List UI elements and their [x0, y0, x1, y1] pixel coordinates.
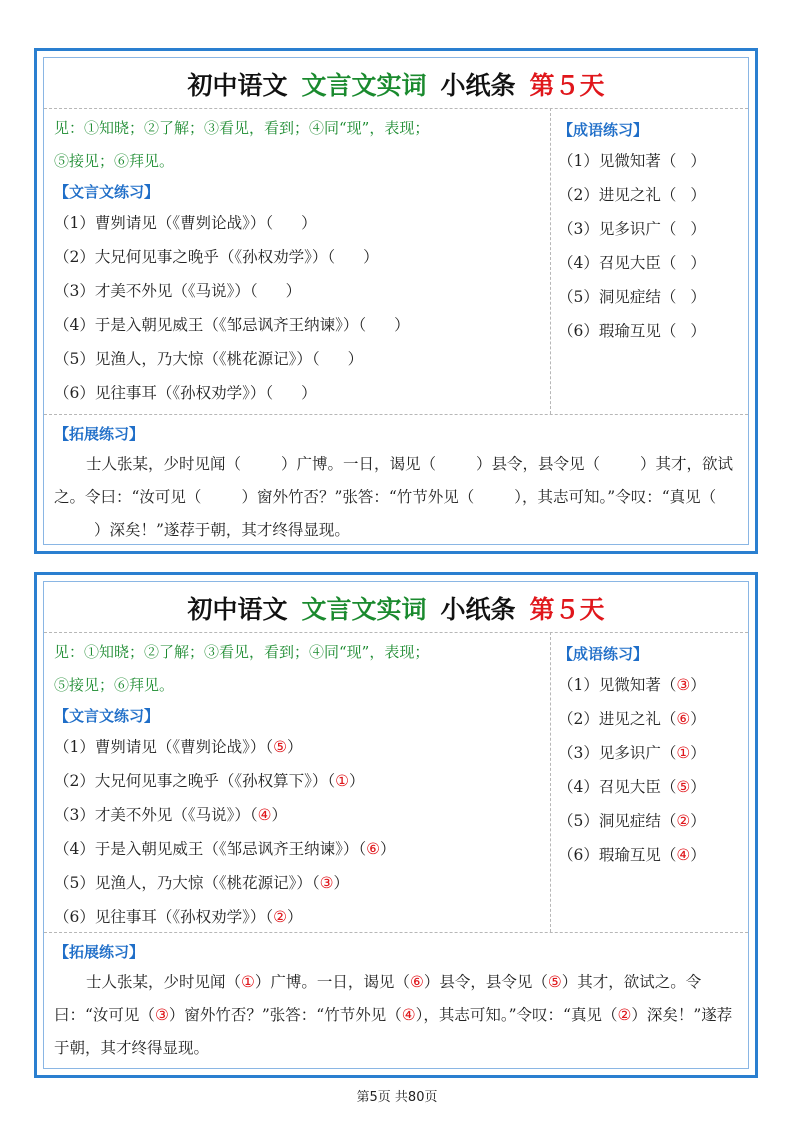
item-text: （4）于是入朝见威王（《邹忌讽齐王纳谏》）（: [54, 840, 367, 858]
extension-paragraph: [54, 966, 738, 1065]
divider: [44, 632, 748, 633]
page-footer: 第5页 共80页: [356, 1090, 438, 1105]
section-heading: 【拓展练习】: [54, 943, 145, 961]
idiom-item: [558, 804, 748, 838]
classical-item: [54, 240, 544, 274]
item-close: ）: [690, 778, 706, 796]
extension-text: ）其才，欲试之。令曰：“汝可见（: [54, 973, 702, 1024]
card-title: [44, 586, 748, 630]
classical-list: [54, 206, 544, 410]
classical-item: [54, 308, 544, 342]
item-text: （5）见渔人，乃大惊（《桃花源记》）（: [54, 874, 320, 892]
idiom-item: [558, 702, 748, 736]
item-text: （5）洞见症结（: [558, 288, 677, 306]
title-day: 第５天: [529, 71, 605, 100]
section-heading: 【成语练习】: [558, 645, 649, 663]
extension-text: ）深矣！”遂荐于朝，其才终得显现。: [54, 1006, 733, 1057]
definition-line: 见：①知晓；②了解；③看见，看到；④同“现”，表现；: [54, 643, 430, 661]
answer-slot: ③: [319, 874, 334, 892]
answer-slot: ⑥: [676, 710, 691, 728]
extension-paragraph: [54, 448, 738, 547]
classical-item: [54, 730, 544, 764]
idiom-item: [558, 314, 748, 348]
classical-item: [54, 206, 544, 240]
worksheet-card-answers: [34, 572, 758, 1078]
answer-slot: ③: [676, 676, 691, 694]
answer-slot: ⑥: [409, 973, 424, 991]
answer-slot: ④: [401, 1006, 416, 1024]
item-text: （2）大兄何见事之晚乎（《孙权算下》）（: [54, 772, 336, 790]
item-text: （4）召见大臣（: [558, 778, 677, 796]
item-text: （5）见渔人，乃大惊（《桃花源记》）（: [54, 350, 320, 368]
answer-slot: ⑥: [366, 840, 381, 858]
item-close: ）: [287, 738, 303, 756]
section-heading: 【成语练习】: [558, 121, 649, 139]
title-note: 小纸条: [440, 71, 516, 100]
item-text: （3）见多识广（: [558, 744, 677, 762]
item-close: ）: [690, 186, 706, 204]
idiom-list: [558, 668, 748, 872]
item-close: ）: [363, 248, 379, 266]
definition-line: ⑤接见；⑥拜见。: [54, 676, 175, 694]
item-text: （5）洞见症结（: [558, 812, 677, 830]
classical-list: [54, 730, 544, 934]
divider: [550, 108, 551, 414]
extension-text: ）县令，县令见（: [423, 973, 548, 991]
title-topic: 文言文实词: [301, 71, 427, 100]
section-heading: 【文言文练习】: [54, 707, 160, 725]
item-close: ）: [690, 254, 706, 272]
item-text: （1）曹刿请见（《曹刿论战》）（: [54, 214, 274, 232]
classical-item: [54, 764, 544, 798]
item-text: （1）见微知著（: [558, 152, 677, 170]
extension-text: ）广博。一日，谒见（: [281, 455, 437, 473]
extension-text: ）广博。一日，谒见（: [254, 973, 410, 991]
idiom-item: [558, 178, 748, 212]
item-close: ）: [287, 908, 303, 926]
item-close: ）: [690, 220, 706, 238]
classical-item: [54, 832, 544, 866]
item-close: ）: [690, 846, 706, 864]
item-text: （1）曹刿请见（《曹刿论战》）（: [54, 738, 274, 756]
classical-item: [54, 900, 544, 934]
item-close: ）: [301, 384, 317, 402]
card-title: [44, 62, 748, 106]
classical-item: [54, 376, 544, 410]
answer-slot: ④: [676, 846, 691, 864]
item-close: ）: [349, 772, 365, 790]
item-close: ）: [690, 288, 706, 306]
answer-slot: ②: [676, 812, 691, 830]
extension-text: 士人张某，少时见闻（: [86, 973, 242, 991]
title-topic: 文言文实词: [301, 595, 427, 624]
idiom-item: [558, 280, 748, 314]
answer-slot: ⑤: [676, 778, 691, 796]
item-close: ）: [271, 806, 288, 824]
item-text: （6）见往事耳（《孙权劝学》）（: [54, 908, 274, 926]
answer-slot: ①: [335, 772, 350, 790]
item-text: （4）召见大臣（: [558, 254, 677, 272]
classical-item: [54, 274, 544, 308]
answer-slot: ②: [273, 908, 288, 926]
divider: [44, 108, 748, 109]
item-close: ）: [380, 840, 396, 858]
title-subject: 初中语文: [187, 595, 288, 624]
worksheet-card-blank: [34, 48, 758, 554]
extension-text: ）深矣！”遂荐于朝，其才终得显现。: [94, 521, 350, 539]
classical-item: [54, 798, 544, 832]
item-close: ）: [301, 214, 317, 232]
extension-text: ）其才，欲试之。令曰：“汝可见（: [54, 455, 734, 506]
right-column: [558, 640, 748, 872]
classical-item: [54, 866, 544, 900]
item-close: ）: [333, 874, 350, 892]
answer-slot: ⑤: [273, 738, 288, 756]
item-text: （6）瑕瑜互见（: [558, 846, 677, 864]
extension-text: ）窗外竹否？”张答：“竹节外见（: [168, 1006, 402, 1024]
extension-text: ）窗外竹否？”张答：“竹节外见（: [241, 488, 475, 506]
title-day: 第５天: [529, 595, 605, 624]
extension-text: ），其志可知。”令叹：“真见（: [415, 1006, 618, 1024]
item-close: ）: [394, 316, 410, 334]
idiom-item: [558, 770, 748, 804]
idiom-list: [558, 144, 748, 348]
item-text: （2）大兄何见事之晚乎（《孙权劝学》）（: [54, 248, 336, 266]
extension-section: [54, 938, 738, 1065]
item-text: （3）才美不外见（《马说》）（: [54, 282, 258, 300]
idiom-item: [558, 838, 748, 872]
left-column: [54, 636, 544, 934]
answer-slot: ①: [676, 744, 691, 762]
answer-slot: ②: [617, 1006, 632, 1024]
item-close: ）: [285, 282, 302, 300]
item-close: ）: [690, 152, 706, 170]
item-close: ）: [690, 322, 706, 340]
classical-item: [54, 342, 544, 376]
item-text: （2）进见之礼（: [558, 186, 677, 204]
title-subject: 初中语文: [187, 71, 288, 100]
extension-text: ），其志可知。”令叹：“真见（: [514, 488, 717, 506]
item-close: ）: [690, 676, 706, 694]
left-column: [54, 112, 544, 410]
extension-text: 士人张某，少时见闻（: [86, 455, 242, 473]
idiom-item: [558, 668, 748, 702]
title-note: 小纸条: [440, 595, 516, 624]
idiom-item: [558, 212, 748, 246]
right-column: [558, 116, 748, 348]
item-text: （2）进见之礼（: [558, 710, 677, 728]
item-text: （6）瑕瑜互见（: [558, 322, 677, 340]
item-text: （6）见往事耳（《孙权劝学》）（: [54, 384, 274, 402]
item-close: ）: [690, 744, 706, 762]
section-heading: 【拓展练习】: [54, 425, 145, 443]
extension-text: ）县令，县令见（: [476, 455, 601, 473]
item-close: ）: [690, 812, 706, 830]
idiom-item: [558, 736, 748, 770]
card-inner-border: [43, 581, 749, 1069]
answer-slot: ⑤: [547, 973, 562, 991]
item-close: ）: [690, 710, 706, 728]
idiom-item: [558, 144, 748, 178]
definition-line: 见：①知晓；②了解；③看见，看到；④同“现”，表现；: [54, 119, 430, 137]
idiom-item: [558, 246, 748, 280]
divider: [550, 632, 551, 932]
item-text: （3）见多识广（: [558, 220, 677, 238]
card-inner-border: [43, 57, 749, 545]
item-text: （3）才美不外见（《马说》）（: [54, 806, 258, 824]
extension-section: [54, 420, 738, 547]
divider: [44, 414, 748, 415]
answer-slot: ③: [154, 1006, 169, 1024]
item-text: （4）于是入朝见威王（《邹忌讽齐王纳谏》）（: [54, 316, 367, 334]
answer-slot: ④: [257, 806, 272, 824]
item-text: （1）见微知著（: [558, 676, 677, 694]
item-close: ）: [347, 350, 364, 368]
definition-line: ⑤接见；⑥拜见。: [54, 152, 175, 170]
answer-slot: ①: [241, 973, 255, 991]
section-heading: 【文言文练习】: [54, 183, 160, 201]
